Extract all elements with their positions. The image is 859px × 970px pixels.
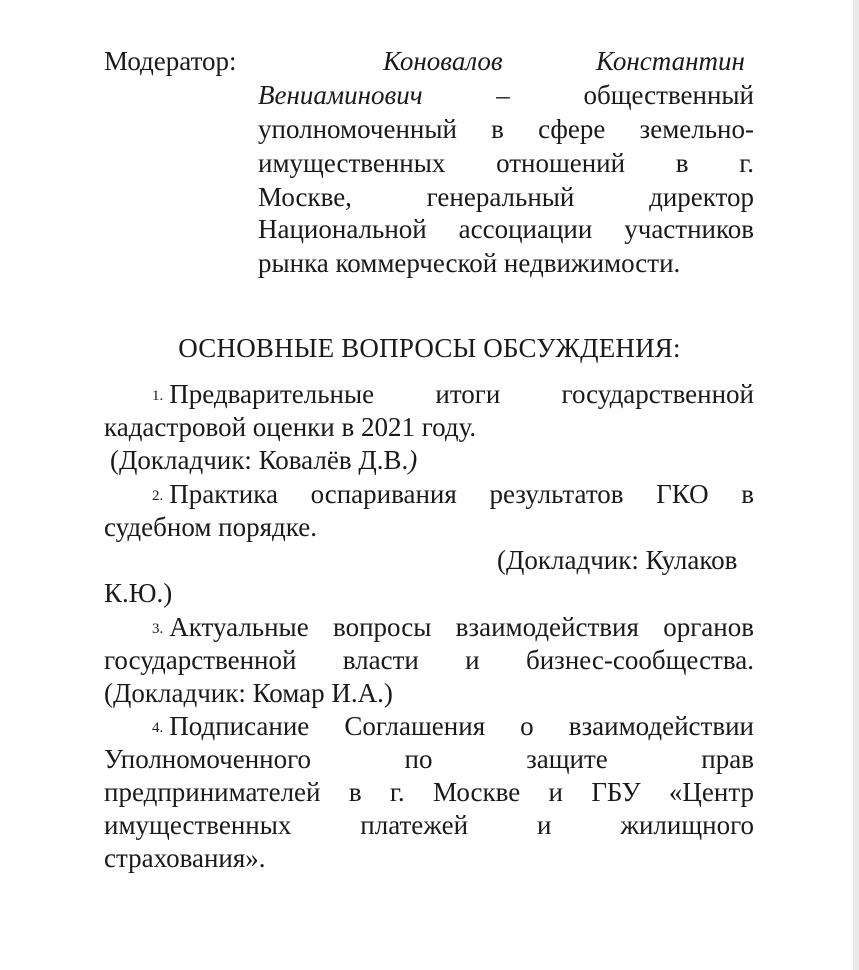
- agenda-item-3-line-2: государственной власти и бизнес-сообщества.: [104, 645, 754, 675]
- moderator-surname: Коновалов: [383, 46, 503, 76]
- agenda-item-4-text: Подписание Соглашения о взаимодействии: [169, 711, 754, 741]
- agenda-item-1-speaker: [110, 443, 417, 477]
- moderator-line-4: имущественных отношений в г.: [258, 148, 754, 178]
- section-heading: ОСНОВНЫЕ ВОПРОСЫ ОБСУЖДЕНИЯ:: [178, 333, 681, 363]
- agenda-item-1-speaker-close: ): [408, 445, 418, 475]
- moderator-line-3: уполномоченный в сфере земельно-: [258, 114, 754, 144]
- agenda-item-1-text: Предварительные итоги государственной: [169, 379, 754, 409]
- agenda-item-4-line-5: страхования».: [104, 843, 266, 873]
- moderator-firstname: Константин: [596, 46, 745, 76]
- agenda-item-1-speaker-text: (Докладчик: Ковалёв Д.В.: [110, 445, 409, 475]
- moderator-line-2-rest: – общественный: [496, 80, 755, 110]
- moderator-patronymic: Вениаминович: [258, 80, 423, 110]
- moderator-line-7: рынка коммерческой недвижимости.: [258, 248, 681, 278]
- agenda-item-4-line-4: имущественных платежей и жилищного: [104, 810, 754, 840]
- agenda-item-3-text: Актуальные вопросы взаимодействия органов: [169, 612, 754, 642]
- agenda-item-2-speaker-a: (Докладчик: Кулаков: [497, 545, 738, 575]
- moderator-line-6: Национальной ассоциации участников: [258, 214, 754, 244]
- moderator-line-5: Москве, генеральный директор: [258, 182, 754, 212]
- agenda-item-1-line-2: кадастровой оценки в 2021 году.: [104, 412, 477, 442]
- agenda-item-1-number: 1.: [152, 388, 164, 404]
- agenda-item-2-speaker-b: К.Ю.): [104, 578, 173, 608]
- agenda-item-4-number: 4.: [152, 720, 164, 736]
- agenda-item-4-line-2: Уполномоченного по защите прав: [104, 744, 754, 774]
- page-edge: [853, 0, 859, 970]
- agenda-item-3-speaker: (Докладчик: Комар И.А.): [104, 678, 393, 708]
- agenda-item-2-text: Практика оспаривания результатов ГКО в: [169, 479, 754, 509]
- agenda-item-4-line-3: предпринимателей в г. Москве и ГБУ «Центр: [104, 777, 754, 807]
- agenda-item-2-number: 2.: [152, 488, 164, 504]
- moderator-label: Модератор:: [104, 46, 237, 76]
- agenda-item-3-number: 3.: [152, 621, 164, 637]
- moderator-line-2: [258, 78, 754, 112]
- agenda-item-2-line-2: судебном порядке.: [104, 512, 317, 542]
